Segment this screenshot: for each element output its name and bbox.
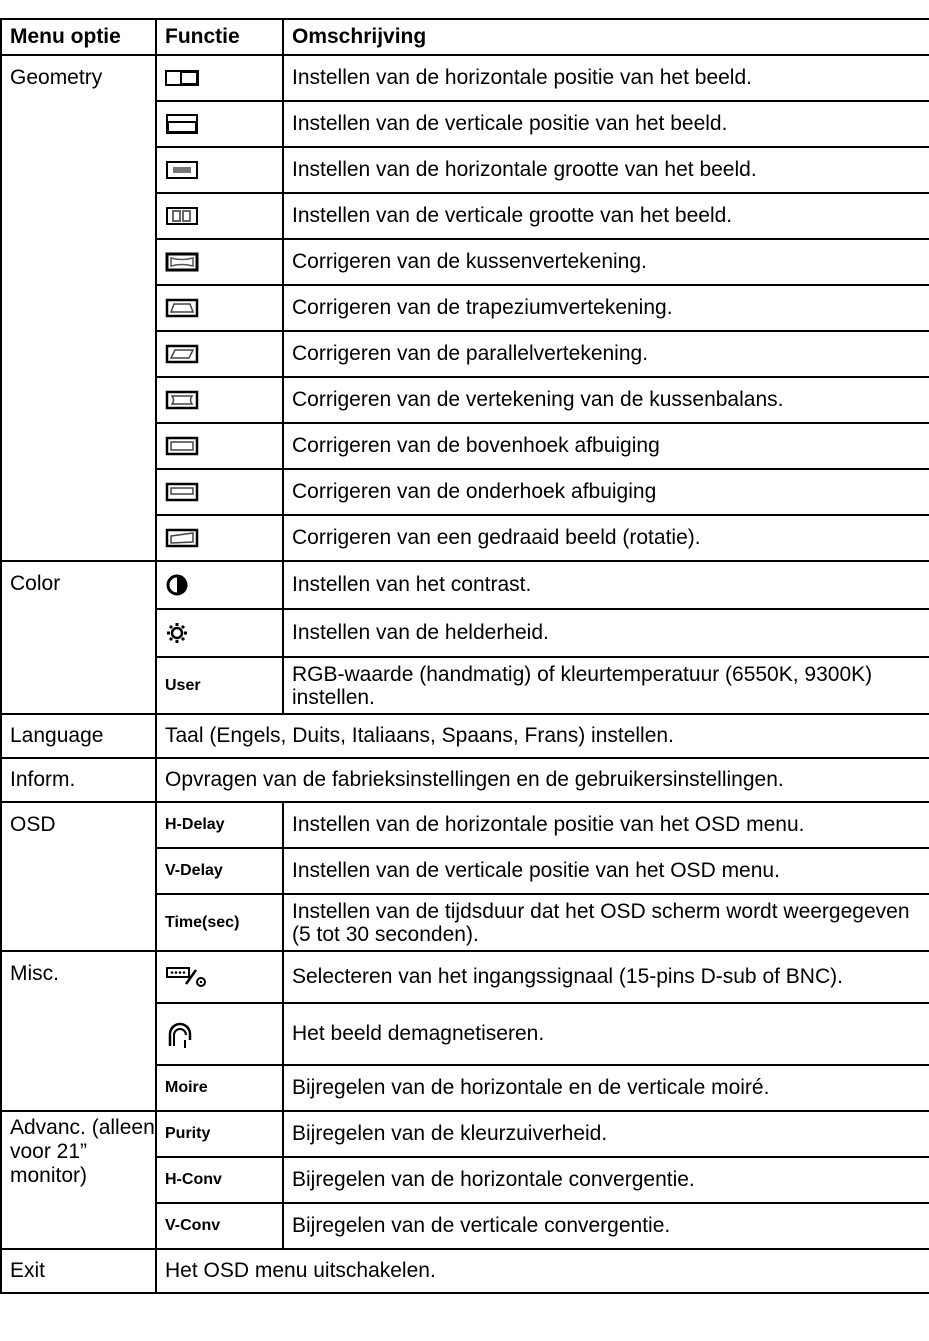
description-cell: Instellen van de verticale grootte van het beeld. [283,193,929,239]
description-cell: Het beeld demagnetiseren. [283,1003,929,1065]
description-cell: Instellen van de horizontale positie van het beeld. [283,55,929,101]
menu-geometry: Geometry [1,55,156,561]
contrast-icon [165,573,189,597]
description-cell: Instellen van de verticale positie van het OSD menu. [283,848,929,894]
description-cell: Corrigeren van een gedraaid beeld (rotatie). [283,515,929,561]
description-cell: Bijregelen van de horizontale convergentie. [283,1157,929,1203]
function-cell [156,951,283,1003]
vertical-position-icon [165,113,201,135]
menu-misc: Misc. [1,951,156,1111]
description-cell: Instellen van de verticale positie van het beeld. [283,101,929,147]
description-cell: Instellen van de helderheid. [283,609,929,657]
brightness-icon [165,621,189,645]
function-cell [156,331,283,377]
description-cell: Bijregelen van de verticale convergentie. [283,1203,929,1249]
table-header-row [1,19,929,55]
description-cell: Instellen van de horizontale grootte van het beeld. [283,147,929,193]
description-cell: Corrigeren van de kussenvertekening. [283,239,929,285]
input-signal-icon [165,964,209,990]
horizontal-position-icon [165,68,201,88]
function-cell [156,285,283,331]
description-cell: Opvragen van de fabrieksinstellingen en de gebruikersinstellingen. [156,758,929,802]
header-function: Functie [156,19,283,55]
function-cell [156,469,283,515]
parallelogram-icon [165,344,201,364]
function-label-time: Time(sec) [156,894,283,951]
table-row [1,758,929,802]
horizontal-size-icon [165,160,201,180]
function-label-purity: Purity [156,1111,283,1157]
header-menu-option: Menu optie [1,19,156,55]
menu-osd: OSD [1,802,156,951]
menu-advanced: Advanc. (alleen voor 21” monitor) [1,1111,156,1249]
table-row [1,1111,929,1157]
function-cell [156,609,283,657]
osd-menu-table [0,18,929,1294]
description-cell: Selecteren van het ingangssignaal (15-pins D-sub of BNC). [283,951,929,1003]
function-cell [156,101,283,147]
degauss-icon [165,1018,195,1050]
description-cell: Bijregelen van de kleurzuiverheid. [283,1111,929,1157]
description-cell: Instellen van de tijdsduur dat het OSD scherm wordt weergegeven (5 tot 30 seconden). [283,894,929,951]
function-label-h-delay: H-Delay [156,802,283,848]
function-cell [156,193,283,239]
description-cell: RGB-waarde (handmatig) of kleurtemperatuur (6550K, 9300K) instellen. [283,657,929,714]
trapezoid-icon [165,298,201,318]
header-description: Omschrijving [283,19,929,55]
vertical-size-icon [165,206,201,226]
menu-color: Color [1,561,156,714]
rotation-icon [165,528,201,548]
pincushion-balance-icon [165,390,201,410]
menu-inform: Inform. [1,758,156,802]
table-row [1,561,929,609]
table-row [1,802,929,848]
description-cell: Corrigeren van de trapeziumvertekening. [283,285,929,331]
menu-language: Language [1,714,156,758]
table-row [1,55,929,101]
table-row [1,1249,929,1293]
function-cell [156,1003,283,1065]
description-cell: Corrigeren van de parallelvertekening. [283,331,929,377]
function-label-v-conv: V-Conv [156,1203,283,1249]
function-cell [156,377,283,423]
bottom-corner-icon [165,482,201,502]
function-label-user: User [156,657,283,714]
menu-exit: Exit [1,1249,156,1293]
description-cell: Instellen van de horizontale positie van het OSD menu. [283,802,929,848]
function-cell [156,561,283,609]
function-cell [156,239,283,285]
function-cell [156,423,283,469]
function-cell [156,515,283,561]
description-cell: Bijregelen van de horizontale en de verticale moiré. [283,1065,929,1111]
table-row [1,714,929,758]
function-cell [156,147,283,193]
pincushion-icon [165,252,201,272]
description-cell: Corrigeren van de bovenhoek afbuiging [283,423,929,469]
function-label-v-delay: V-Delay [156,848,283,894]
description-cell: Corrigeren van de onderhoek afbuiging [283,469,929,515]
description-cell: Taal (Engels, Duits, Italiaans, Spaans, Frans) instellen. [156,714,929,758]
top-corner-icon [165,436,201,456]
description-cell: Het OSD menu uitschakelen. [156,1249,929,1293]
description-cell: Corrigeren van de vertekening van de kussenbalans. [283,377,929,423]
function-label-h-conv: H-Conv [156,1157,283,1203]
description-cell: Instellen van het contrast. [283,561,929,609]
function-cell [156,55,283,101]
function-label-moire: Moire [156,1065,283,1111]
table-row [1,951,929,1003]
